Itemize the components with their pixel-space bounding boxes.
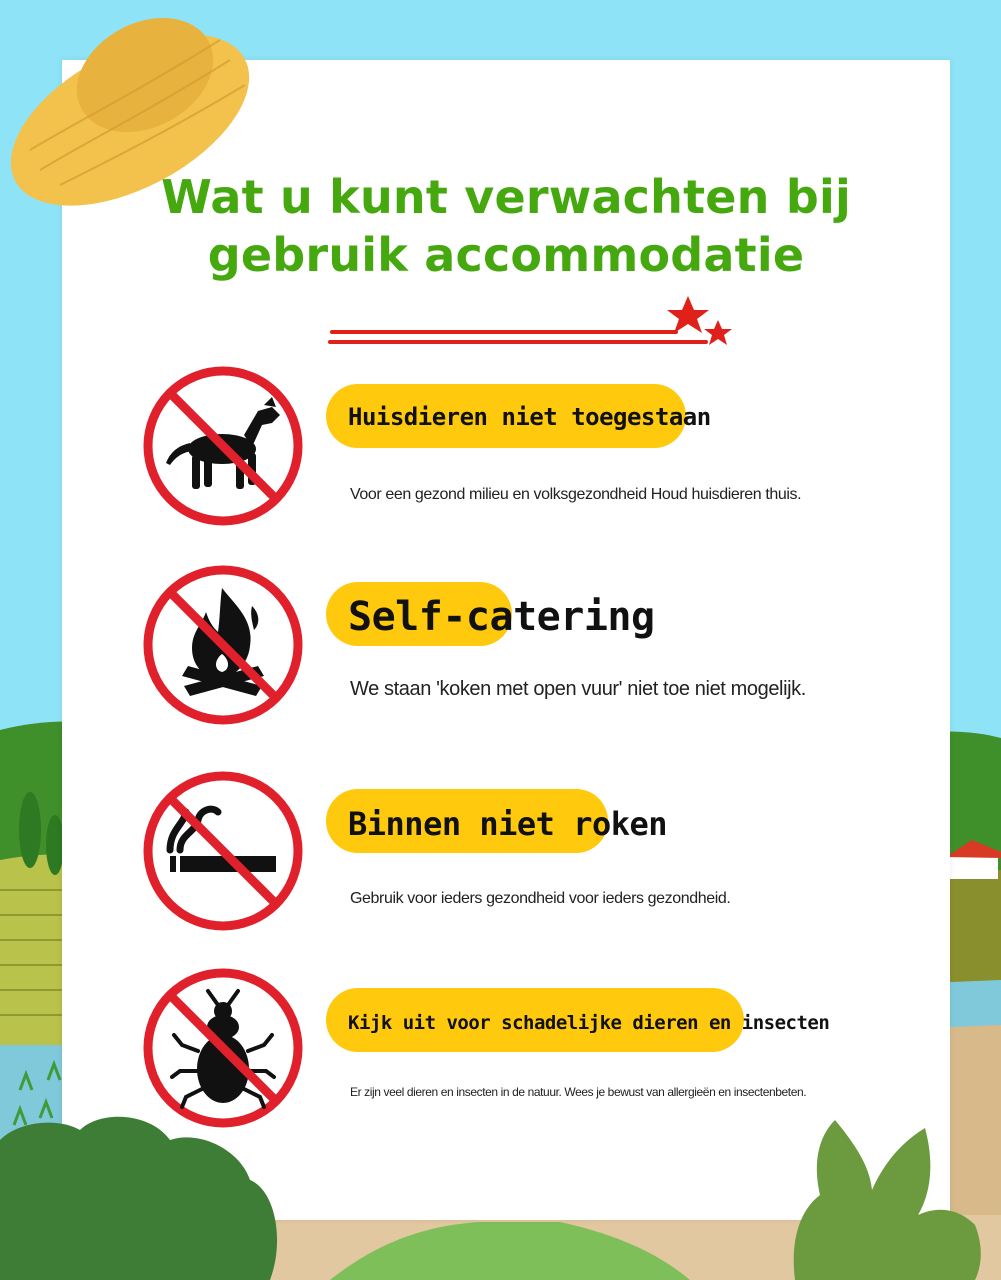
star-icon (667, 296, 709, 333)
star-icon (704, 320, 732, 345)
rule-heading: Self-catering (348, 594, 655, 640)
no-dogs-icon (140, 363, 306, 529)
no-smoking-icon (140, 768, 306, 934)
rule-heading: Kijk uit voor schadelijke dieren en insecten (348, 1012, 830, 1034)
rule-description: Gebruik voor ieders gezondheid voor ieders gezondheid. (350, 890, 731, 907)
rule-heading: Huisdieren niet toegestaan (348, 403, 711, 431)
straw-hat-decoration (0, 0, 270, 220)
rule-description: We staan 'koken met open vuur' niet toe niet mogelijk. (350, 678, 806, 700)
page-title: Wat u kunt verwachten bij gebruik accommodatie (161, 170, 851, 282)
title-underline-decoration (326, 292, 746, 352)
no-bugs-icon (140, 965, 306, 1131)
rule-heading: Binnen niet roken (348, 805, 668, 843)
no-fire-icon (140, 562, 306, 728)
rule-description: Er zijn veel dieren en insecten in de natuur. Wees je bewust van allergieën en insectenbeten. (350, 1085, 807, 1099)
rule-description: Voor een gezond milieu en volksgezondheid Houd huisdieren thuis. (350, 486, 802, 503)
